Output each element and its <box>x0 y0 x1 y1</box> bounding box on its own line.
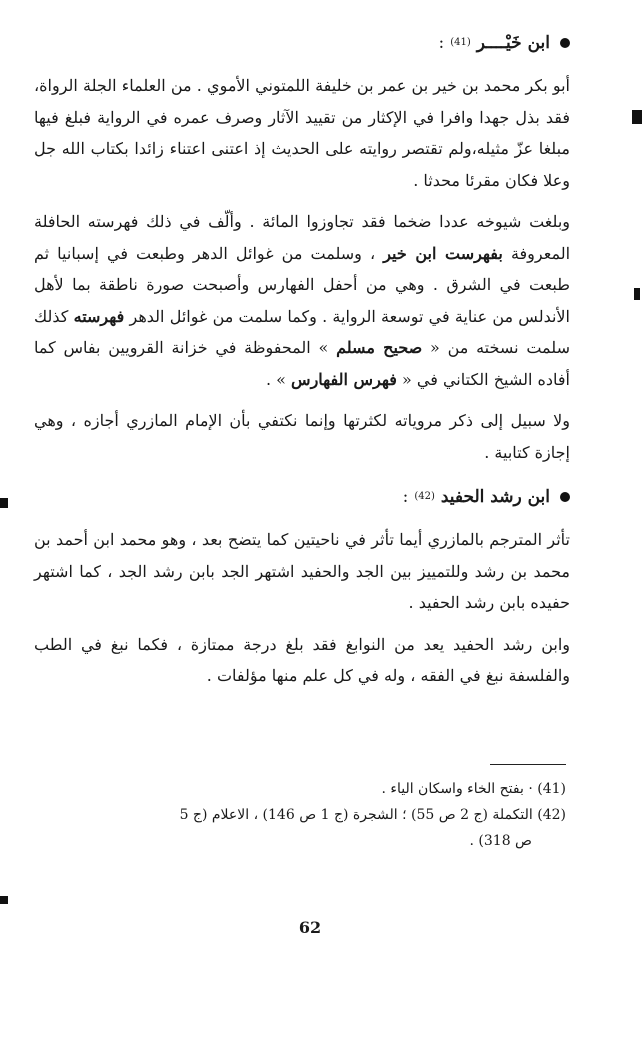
paragraph-3: ولا سبيل إلى ذكر مروياته لكثرتها وإنما نكتفي بأن الإمام المازري أجازه ، وهي إجازة كتابية . <box>34 411 570 462</box>
text-run: كذلك سلمت نسخته من « <box>34 306 571 357</box>
text-line: اعتناء زائدا بكتاب الله جل وعلا فكان مقرئا محدثا . <box>34 139 570 190</box>
text-run: وبلغت شيوخه عددا ضخما فقد تجاوزوا المائة . وألّف في ذلك فهرسته الحافلة المعروفة <box>34 212 571 263</box>
footnotes <box>60 776 566 854</box>
footnote-ref: (41) <box>450 37 471 48</box>
entry-name: ابن رشد الحفيد <box>440 487 550 507</box>
footnote-divider <box>490 764 566 765</box>
margin-mark <box>634 288 640 300</box>
paragraph-1 <box>34 70 570 196</box>
body-text <box>34 26 570 702</box>
text-run: » المحفوظة في خزانة القرويين بفاس كما أفاده الشيخ الكتاني في « <box>34 338 570 389</box>
text-line: أبو بكر محمد بن خير بن عمر بن خليفة اللمتوني الأموي . من العلماء <box>116 76 570 95</box>
entry-name: ابن خَيْــــر <box>476 33 550 53</box>
entry-heading-ibn-rushd <box>34 480 570 514</box>
footnote-42-continued: ص 318) . <box>469 833 532 849</box>
page-number: 62 <box>298 918 322 937</box>
heading-colon: : <box>402 487 409 507</box>
footnote-41: (41) · بفتح الخاء واسكان الياء . <box>381 781 566 797</box>
bold-term: فهرس الفهارس <box>291 369 397 389</box>
paragraph-2 <box>34 206 570 395</box>
text-line: الجلة الرواة، فقد بذل جهدا وافرا في الإكثار من تقييد الآثار وصرف عمره <box>34 76 571 127</box>
margin-mark <box>0 896 8 904</box>
bold-term: فهرسته <box>73 306 125 326</box>
entry-heading-ibn-khayr <box>34 26 570 60</box>
text-run: » . <box>266 369 292 389</box>
heading-colon: : <box>438 33 445 53</box>
margin-mark <box>0 498 8 508</box>
paragraph-5: وابن رشد الحفيد يعد من النوابغ فقد بلغ درجة ممتازة ، فكما نبغ في الطب والفلسفة نبغ في الفقه ، وله في كل علم منها مؤلفات . <box>34 634 570 685</box>
footnote-42: (42) التكملة (ج 2 ص 55) ؛ الشجرة (ج 1 ص 146) ، الاعلام (ج 5 <box>179 807 566 823</box>
bullet-icon <box>560 38 570 48</box>
paragraph-4: تأثر المترجم بالمازري أيما تأثر في ناحيتين كما يتضح بعد ، وهو محمد ابن أحمد بن محمد بن رشد وللتمييز بين الجد والحفيد اشتهر الجد بابن رشد الجد ، كما اشتهر حفيده بابن رشد الحفيد . <box>34 530 570 612</box>
bold-term: بفهرست ابن خير <box>383 243 503 263</box>
bullet-icon <box>560 492 570 502</box>
bold-term: صحيح مسلم <box>336 338 423 357</box>
margin-mark <box>632 110 642 124</box>
footnote-ref: (42) <box>414 491 435 502</box>
text-line: في الرواية فبلغ فيها مبلغا عزّ مثيله،ولم تقتصر روايته على الحديث إذ اعتنى <box>34 107 570 158</box>
text-run: ، وسلمت من غوائل الدهر وطبعت في إسبانيا ثم طبعت في الشرق . وهي من أحفل الفهارس وأصبحت صورة ناطقة بما لأهل الأندلس من عناية في توسعة الرواية . وكما سلمت من غوائل الدهر <box>34 243 570 326</box>
